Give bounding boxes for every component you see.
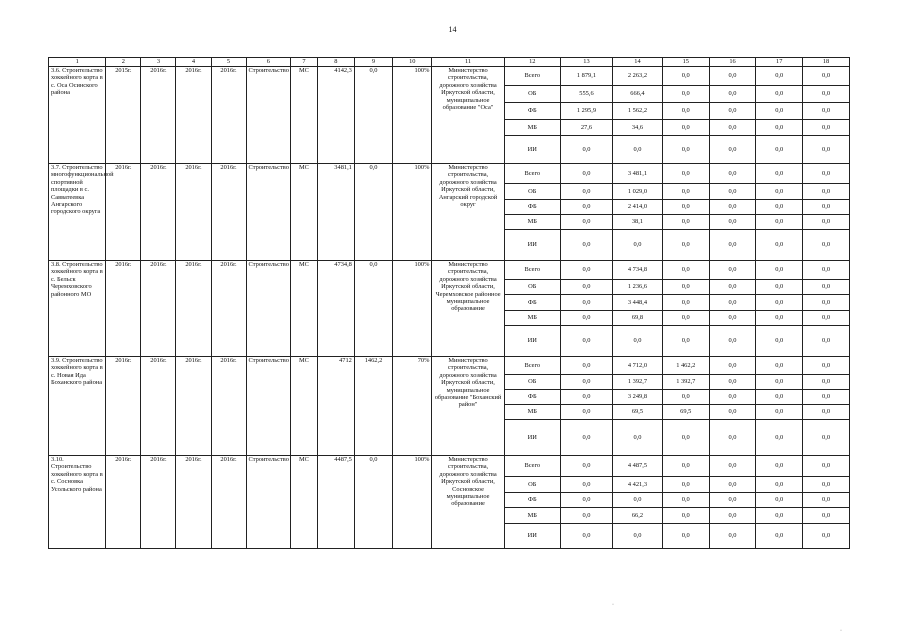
total-cost: 4712	[317, 357, 354, 456]
table-row	[49, 164, 850, 184]
funding-value: 0,0	[709, 230, 756, 261]
funding-value: 69,5	[612, 405, 662, 420]
funding-value: 0,0	[756, 280, 803, 295]
end-year: 2016г.	[141, 164, 176, 261]
funding-value: 0,0	[756, 120, 803, 136]
funding-value: 3 249,8	[612, 390, 662, 405]
funding-value: 0,0	[756, 390, 803, 405]
remaining-cost: 0,0	[354, 456, 392, 549]
start-year: 2016г.	[106, 261, 141, 357]
funding-value: 0,0	[803, 215, 850, 230]
column-number: 12	[504, 58, 560, 67]
funding-value: 66,2	[612, 508, 662, 524]
funding-value: 0,0	[803, 164, 850, 184]
funding-value: 0,0	[709, 477, 756, 493]
remaining-cost: 0,0	[354, 67, 392, 164]
funding-value: 4 734,8	[612, 261, 662, 280]
scan-mark: ·	[612, 602, 614, 608]
column-number: 10	[393, 58, 432, 67]
unit-code: МС	[291, 261, 318, 357]
total-cost: 4142,3	[317, 67, 354, 164]
funding-value: 4 487,5	[612, 456, 662, 477]
total-cost: 4734,8	[317, 261, 354, 357]
start-year: 2015г.	[106, 67, 141, 164]
funding-value: 0,0	[709, 375, 756, 390]
funding-value: 69,8	[612, 311, 662, 326]
funding-value: 0,0	[709, 200, 756, 215]
column-number: 4	[176, 58, 211, 67]
funding-source: Всего	[504, 357, 560, 375]
funding-value: 1 879,1	[560, 67, 612, 86]
funding-value: 0,0	[756, 136, 803, 164]
funding-value: 0,0	[709, 524, 756, 549]
funding-value: 0,0	[709, 280, 756, 295]
funding-value: 0,0	[662, 136, 709, 164]
funding-value: 1 392,7	[662, 375, 709, 390]
funding-value: 0,0	[803, 311, 850, 326]
unit-code: МС	[291, 164, 318, 261]
funding-value: 0,0	[756, 311, 803, 326]
column-number: 16	[709, 58, 756, 67]
funding-value: 0,0	[560, 357, 612, 375]
funding-source: Всего	[504, 67, 560, 86]
funding-source: Всего	[504, 456, 560, 477]
funding-value: 0,0	[560, 420, 612, 456]
completion-percent: 100%	[393, 456, 432, 549]
table-row	[49, 357, 850, 375]
work-type: Строительство	[246, 67, 291, 164]
funding-value: 2 414,0	[612, 200, 662, 215]
funding-value: 3 481,1	[612, 164, 662, 184]
column-number: 13	[560, 58, 612, 67]
project-description: 3.10. Строительство хоккейного корта в с. Сосновка Усольского района	[49, 456, 106, 549]
funding-value: 4 712,0	[612, 357, 662, 375]
funding-value: 0,0	[803, 280, 850, 295]
funding-value: 0,0	[803, 200, 850, 215]
funding-source: ОБ	[504, 184, 560, 200]
column-number: 7	[291, 58, 318, 67]
funding-value: 0,0	[756, 357, 803, 375]
work-type: Строительство	[246, 164, 291, 261]
funding-value: 38,1	[612, 215, 662, 230]
funding-value: 0,0	[560, 508, 612, 524]
column-number: 11	[432, 58, 504, 67]
work-type: Строительство	[246, 456, 291, 549]
project-description: 3.7. Строительство многофункциональной спортивной площадки в с. Савватеевка Ангарского городского округа	[49, 164, 106, 261]
funding-value: 0,0	[560, 405, 612, 420]
funding-value: 0,0	[662, 311, 709, 326]
responsible-organization: Министерство строительства, дорожного хозяйства Иркутской области, муниципальное образование "Боханский район"	[432, 357, 504, 456]
funding-value: 0,0	[560, 136, 612, 164]
funding-value: 0,0	[756, 86, 803, 103]
funding-value: 0,0	[709, 456, 756, 477]
funding-source: МБ	[504, 311, 560, 326]
funding-source: ФБ	[504, 103, 560, 120]
funding-value: 0,0	[612, 230, 662, 261]
funding-value: 0,0	[560, 280, 612, 295]
funding-value: 3 448,4	[612, 295, 662, 311]
funding-value: 0,0	[709, 215, 756, 230]
funding-value: 0,0	[756, 493, 803, 508]
funding-value: 1 029,0	[612, 184, 662, 200]
unit-code: МС	[291, 456, 318, 549]
responsible-organization: Министерство строительства, дорожного хозяйства Иркутской области, Ангарский городской округ	[432, 164, 504, 261]
funding-value: 0,0	[803, 326, 850, 357]
funding-value: 4 421,3	[612, 477, 662, 493]
funding-source: Всего	[504, 261, 560, 280]
work-type: Строительство	[246, 357, 291, 456]
funding-value: 0,0	[662, 86, 709, 103]
project-description: 3.8. Строительство хоккейного корта в с. Бельск Черемховского районного МО	[49, 261, 106, 357]
total-cost: 3481,1	[317, 164, 354, 261]
funding-value: 0,0	[756, 164, 803, 184]
column-number: 18	[803, 58, 850, 67]
funding-value: 0,0	[662, 390, 709, 405]
funding-value: 0,0	[756, 184, 803, 200]
funding-source: ФБ	[504, 390, 560, 405]
completion-percent: 70%	[393, 357, 432, 456]
funding-value: 0,0	[662, 508, 709, 524]
year-value: 2016г.	[211, 67, 246, 164]
funding-value: 0,0	[662, 230, 709, 261]
work-type: Строительство	[246, 261, 291, 357]
funding-value: 0,0	[803, 508, 850, 524]
funding-value: 1 462,2	[662, 357, 709, 375]
funding-value: 0,0	[662, 295, 709, 311]
year-value: 2016г.	[211, 357, 246, 456]
column-number: 9	[354, 58, 392, 67]
funding-source: ОБ	[504, 86, 560, 103]
end-year: 2016г.	[141, 261, 176, 357]
funding-value: 0,0	[803, 67, 850, 86]
funding-value: 0,0	[560, 524, 612, 549]
column-number: 17	[756, 58, 803, 67]
completion-percent: 100%	[393, 67, 432, 164]
responsible-organization: Министерство строительства, дорожного хозяйства Иркутской области, Сосновское муниципальное образование	[432, 456, 504, 549]
funding-value: 1 236,6	[612, 280, 662, 295]
completion-percent: 100%	[393, 164, 432, 261]
investment-program-table	[48, 57, 850, 549]
year-value: 2016г.	[211, 261, 246, 357]
total-cost: 4487,5	[317, 456, 354, 549]
column-number: 3	[141, 58, 176, 67]
funding-value: 0,0	[662, 280, 709, 295]
funding-value: 0,0	[803, 405, 850, 420]
funding-value: 0,0	[560, 164, 612, 184]
year-value: 2016г.	[176, 164, 211, 261]
project-description: 3.9. Строительство хоккейного корта в с. Новая Ида Боханского района	[49, 357, 106, 456]
funding-source: ИИ	[504, 326, 560, 357]
funding-value: 555,6	[560, 86, 612, 103]
funding-value: 0,0	[756, 420, 803, 456]
funding-source: МБ	[504, 405, 560, 420]
funding-source: ФБ	[504, 200, 560, 215]
funding-value: 0,0	[662, 456, 709, 477]
funding-value: 0,0	[803, 295, 850, 311]
funding-value: 0,0	[560, 456, 612, 477]
year-value: 2016г.	[176, 67, 211, 164]
funding-source: ОБ	[504, 477, 560, 493]
funding-value: 0,0	[756, 508, 803, 524]
remaining-cost: 0,0	[354, 261, 392, 357]
funding-value: 0,0	[560, 493, 612, 508]
funding-value: 0,0	[803, 120, 850, 136]
funding-value: 69,5	[662, 405, 709, 420]
table-row	[49, 261, 850, 280]
completion-percent: 100%	[393, 261, 432, 357]
funding-value: 0,0	[803, 261, 850, 280]
funding-value: 0,0	[756, 524, 803, 549]
funding-value: 0,0	[756, 261, 803, 280]
funding-value: 0,0	[756, 405, 803, 420]
funding-value: 0,0	[612, 420, 662, 456]
responsible-organization: Министерство строительства, дорожного хозяйства Иркутской области, муниципальное образование "Оса"	[432, 67, 504, 164]
funding-value: 2 263,2	[612, 67, 662, 86]
funding-value: 0,0	[709, 420, 756, 456]
end-year: 2016г.	[141, 67, 176, 164]
funding-value: 0,0	[612, 136, 662, 164]
funding-value: 0,0	[662, 103, 709, 120]
funding-source: МБ	[504, 508, 560, 524]
funding-value: 0,0	[756, 375, 803, 390]
funding-value: 0,0	[803, 86, 850, 103]
funding-source: ОБ	[504, 280, 560, 295]
start-year: 2016г.	[106, 456, 141, 549]
funding-source: ИИ	[504, 420, 560, 456]
funding-value: 34,6	[612, 120, 662, 136]
scan-mark: ·	[840, 628, 842, 634]
start-year: 2016г.	[106, 164, 141, 261]
funding-value: 1 562,2	[612, 103, 662, 120]
funding-value: 1 392,7	[612, 375, 662, 390]
funding-value: 0,0	[709, 326, 756, 357]
year-value: 2016г.	[211, 164, 246, 261]
funding-value: 0,0	[709, 508, 756, 524]
funding-value: 0,0	[662, 261, 709, 280]
remaining-cost: 0,0	[354, 164, 392, 261]
start-year: 2016г.	[106, 357, 141, 456]
column-number-row	[49, 58, 850, 67]
funding-value: 0,0	[662, 67, 709, 86]
funding-value: 0,0	[709, 67, 756, 86]
end-year: 2016г.	[141, 357, 176, 456]
funding-value: 0,0	[709, 405, 756, 420]
funding-source: ФБ	[504, 493, 560, 508]
column-number: 8	[317, 58, 354, 67]
funding-value: 0,0	[709, 261, 756, 280]
column-number: 5	[211, 58, 246, 67]
funding-value: 0,0	[662, 477, 709, 493]
funding-value: 0,0	[709, 493, 756, 508]
funding-value: 1 295,9	[560, 103, 612, 120]
funding-value: 0,0	[612, 326, 662, 357]
funding-value: 0,0	[803, 103, 850, 120]
funding-value: 0,0	[756, 67, 803, 86]
funding-value: 0,0	[709, 390, 756, 405]
funding-value: 666,4	[612, 86, 662, 103]
column-number: 1	[49, 58, 106, 67]
funding-value: 0,0	[662, 184, 709, 200]
funding-value: 0,0	[560, 230, 612, 261]
funding-value: 0,0	[756, 295, 803, 311]
funding-value: 0,0	[756, 477, 803, 493]
funding-value: 0,0	[756, 215, 803, 230]
funding-value: 0,0	[803, 230, 850, 261]
year-value: 2016г.	[176, 261, 211, 357]
funding-value: 0,0	[803, 184, 850, 200]
funding-value: 0,0	[709, 164, 756, 184]
funding-value: 0,0	[709, 86, 756, 103]
funding-value: 0,0	[662, 200, 709, 215]
funding-value: 0,0	[803, 420, 850, 456]
funding-value: 0,0	[803, 136, 850, 164]
funding-source: МБ	[504, 215, 560, 230]
funding-value: 0,0	[560, 261, 612, 280]
funding-value: 0,0	[612, 493, 662, 508]
funding-value: 0,0	[662, 120, 709, 136]
funding-value: 0,0	[560, 184, 612, 200]
remaining-cost: 1462,2	[354, 357, 392, 456]
funding-value: 0,0	[803, 375, 850, 390]
funding-value: 0,0	[709, 120, 756, 136]
funding-value: 0,0	[803, 477, 850, 493]
funding-value: 0,0	[560, 311, 612, 326]
funding-value: 0,0	[803, 390, 850, 405]
table-row	[49, 456, 850, 477]
funding-value: 0,0	[756, 103, 803, 120]
page-number: 14	[448, 25, 457, 34]
column-number: 2	[106, 58, 141, 67]
funding-value: 0,0	[709, 184, 756, 200]
funding-value: 0,0	[662, 420, 709, 456]
year-value: 2016г.	[211, 456, 246, 549]
funding-value: 0,0	[756, 326, 803, 357]
funding-source: ОБ	[504, 375, 560, 390]
funding-value: 0,0	[709, 357, 756, 375]
funding-source: МБ	[504, 120, 560, 136]
funding-source: ФБ	[504, 295, 560, 311]
unit-code: МС	[291, 67, 318, 164]
table-row	[49, 67, 850, 86]
funding-value: 0,0	[756, 456, 803, 477]
funding-value: 0,0	[560, 215, 612, 230]
responsible-organization: Министерство строительства, дорожного хозяйства Иркутской области, Черемховское районное муниципальное образование	[432, 261, 504, 357]
column-number: 14	[612, 58, 662, 67]
funding-value: 0,0	[709, 103, 756, 120]
column-number: 6	[246, 58, 291, 67]
funding-source: ИИ	[504, 230, 560, 261]
funding-value: 0,0	[803, 493, 850, 508]
funding-value: 0,0	[560, 375, 612, 390]
funding-value: 0,0	[560, 477, 612, 493]
project-description: 3.6. Строительство хоккейного корта в с. Оса Осинского района	[49, 67, 106, 164]
end-year: 2016г.	[141, 456, 176, 549]
funding-value: 0,0	[756, 200, 803, 215]
funding-value: 0,0	[560, 295, 612, 311]
funding-value: 0,0	[803, 456, 850, 477]
funding-value: 0,0	[709, 136, 756, 164]
funding-value: 0,0	[709, 295, 756, 311]
funding-value: 27,6	[560, 120, 612, 136]
funding-source: ИИ	[504, 136, 560, 164]
funding-value: 0,0	[662, 326, 709, 357]
funding-value: 0,0	[756, 230, 803, 261]
funding-value: 0,0	[612, 524, 662, 549]
funding-source: Всего	[504, 164, 560, 184]
funding-source: ИИ	[504, 524, 560, 549]
funding-value: 0,0	[560, 390, 612, 405]
year-value: 2016г.	[176, 357, 211, 456]
column-number: 15	[662, 58, 709, 67]
funding-value: 0,0	[709, 311, 756, 326]
funding-value: 0,0	[560, 326, 612, 357]
funding-value: 0,0	[662, 164, 709, 184]
funding-value: 0,0	[662, 524, 709, 549]
funding-value: 0,0	[803, 357, 850, 375]
funding-value: 0,0	[560, 200, 612, 215]
funding-value: 0,0	[662, 215, 709, 230]
unit-code: МС	[291, 357, 318, 456]
funding-value: 0,0	[662, 493, 709, 508]
year-value: 2016г.	[176, 456, 211, 549]
funding-value: 0,0	[803, 524, 850, 549]
